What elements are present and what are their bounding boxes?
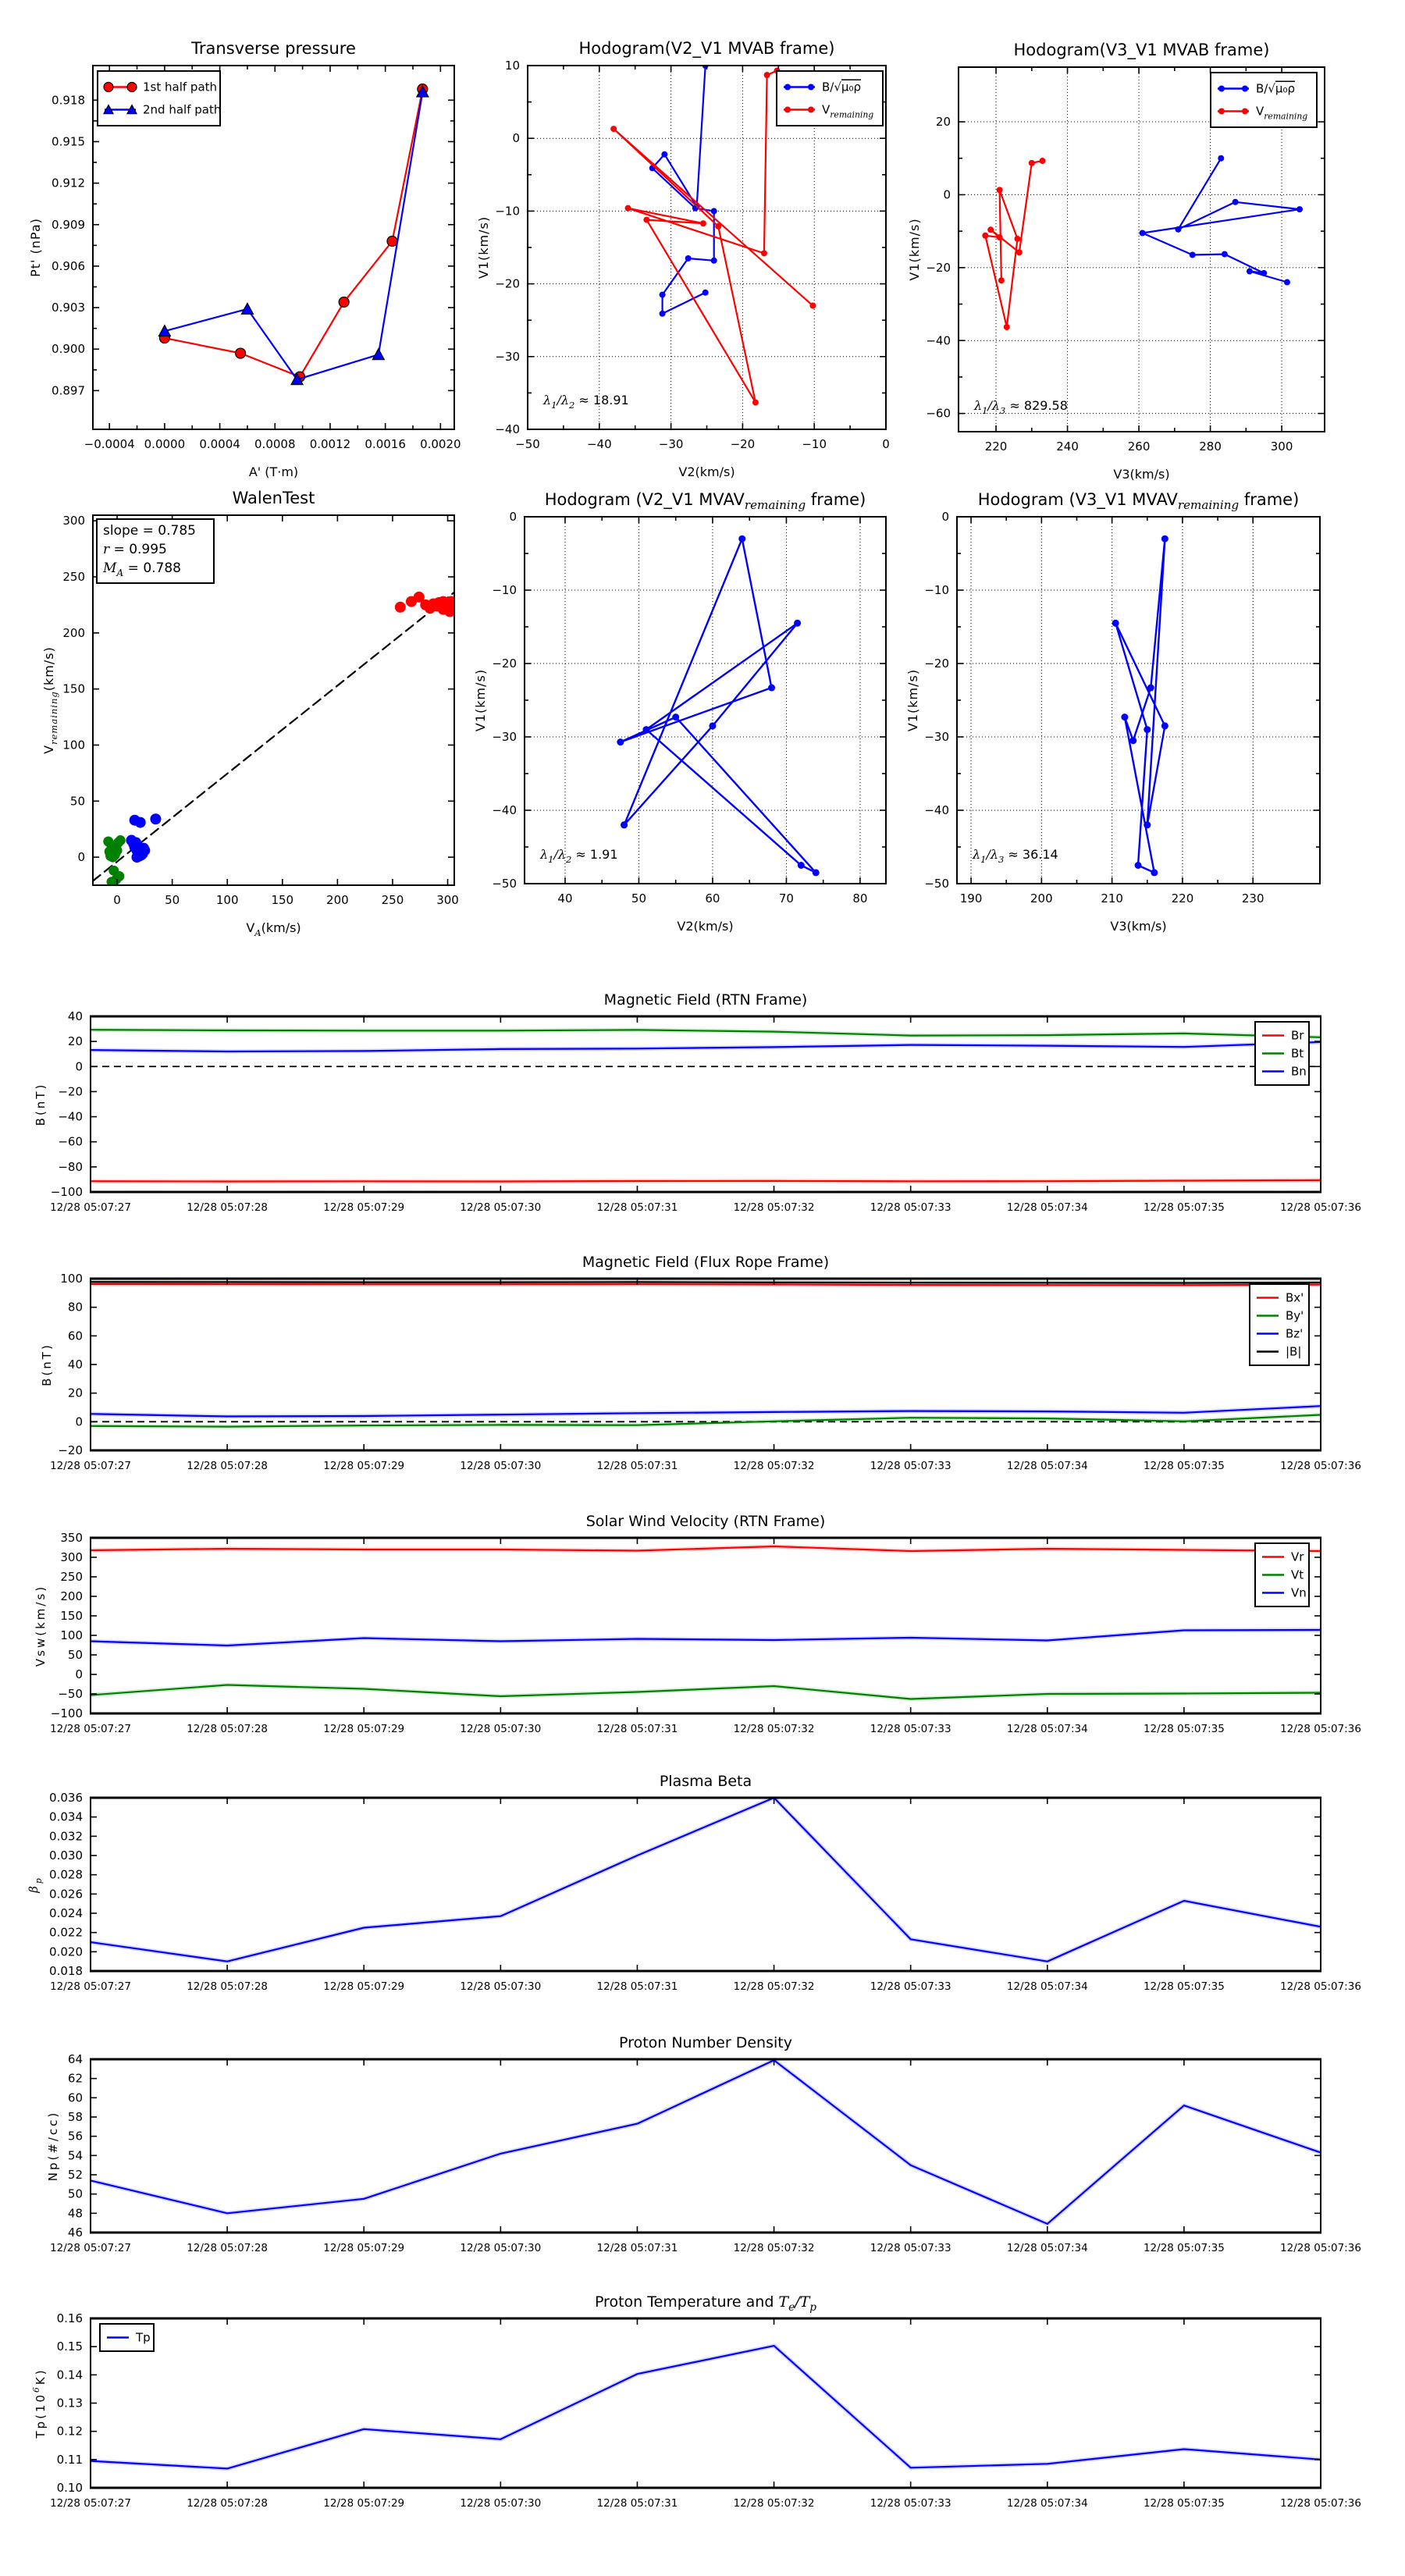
svg-text:|B|: |B| <box>1286 1344 1302 1359</box>
svg-text:Vt: Vt <box>1291 1567 1304 1582</box>
ticks <box>525 517 886 884</box>
svg-text:Tp(106K): $Tp(10^6K)$ <box>31 2368 48 2439</box>
chart-plasma-beta <box>27 1773 1361 1993</box>
svg-text:0.024: 0.024 <box>49 1906 83 1920</box>
svg-text:12/28 05:07:32: 12/28 05:07:32 <box>733 1201 815 1214</box>
svg-text:280: 280 <box>1199 439 1222 454</box>
proton-temperature-legend <box>100 2324 154 2351</box>
svg-text:150: 150 <box>60 1609 83 1623</box>
svg-text:62: 62 <box>67 2071 83 2086</box>
ticks <box>91 1016 1321 1192</box>
svg-text:0.909: 0.909 <box>52 217 85 232</box>
mag-field-rtn-legend <box>1255 1022 1309 1085</box>
chart-hodogram-v2v1-mvab <box>476 39 890 479</box>
svg-text:λ1/λ2 ≈ 1.91: $\lambda_1/\lambda_2 \approx 1.91$ <box>540 847 618 865</box>
svg-text:0.0000: 0.0000 <box>144 437 186 451</box>
svg-text:Magnetic Field (RTN Frame): Magnetic Field (RTN Frame) <box>603 991 808 1009</box>
svg-text:−20: −20 <box>926 260 951 275</box>
svg-text:12/28 05:07:33: 12/28 05:07:33 <box>870 1460 951 1472</box>
svg-text:12/28 05:07:35: 12/28 05:07:35 <box>1143 1723 1225 1735</box>
series-|B| <box>91 1282 1321 1283</box>
svg-text:Bz': Bz' <box>1286 1326 1304 1341</box>
svg-text:B/√μ₀ρ: B/√μ₀ρ <box>1256 81 1295 96</box>
svg-text:54: 54 <box>67 2148 83 2163</box>
svg-text:0.16: 0.16 <box>56 2311 83 2325</box>
svg-text:−40: −40 <box>58 1109 83 1124</box>
svg-text:12/28 05:07:36: 12/28 05:07:36 <box>1280 2242 1361 2254</box>
svg-text:58: 58 <box>67 2110 83 2124</box>
svg-text:70: 70 <box>778 891 794 906</box>
svg-text:12/28 05:07:34: 12/28 05:07:34 <box>1006 1460 1088 1472</box>
svg-text:B(nT): B(nT) <box>34 1082 48 1126</box>
svg-text:−60: −60 <box>58 1134 83 1149</box>
svg-text:12/28 05:07:34: 12/28 05:07:34 <box>1006 1980 1088 1993</box>
svg-text:12/28 05:07:29: 12/28 05:07:29 <box>323 2242 405 2254</box>
svg-text:12/28 05:07:29: 12/28 05:07:29 <box>323 1201 405 1214</box>
svg-text:0.915: 0.915 <box>52 134 85 149</box>
series-layer <box>158 84 428 385</box>
svg-text:Bn: Bn <box>1291 1064 1307 1079</box>
svg-text:0.026: 0.026 <box>49 1887 83 1902</box>
svg-text:Solar Wind Velocity (RTN Frame: Solar Wind Velocity (RTN Frame) <box>585 1513 826 1530</box>
svg-text:−20: −20 <box>492 656 517 671</box>
svg-text:52: 52 <box>67 2168 83 2182</box>
svg-text:12/28 05:07:34: 12/28 05:07:34 <box>1006 2242 1088 2254</box>
svg-text:0.912: 0.912 <box>52 176 85 190</box>
svg-text:0.036: 0.036 <box>49 1791 83 1805</box>
svg-text:80: 80 <box>67 1300 83 1315</box>
svg-text:12/28 05:07:31: 12/28 05:07:31 <box>596 2242 678 2254</box>
svg-text:240: 240 <box>1056 439 1079 454</box>
svg-text:−20: −20 <box>58 1084 83 1099</box>
svg-text:V2(km/s): V2(km/s) <box>678 464 735 479</box>
mag-field-flux-rope-legend <box>1250 1284 1309 1365</box>
svg-text:12/28 05:07:36: 12/28 05:07:36 <box>1280 1723 1361 1735</box>
svg-text:260: 260 <box>1127 439 1151 454</box>
series-layer <box>91 2346 1321 2468</box>
svg-text:12/28 05:07:27: 12/28 05:07:27 <box>50 1460 131 1472</box>
hodogram-v3v1-mvab-legend <box>1211 73 1317 127</box>
svg-text:λ1/λ3 ≈ 829.58: $\lambda_1/\lambda_3 \approx 829.58$ <box>974 398 1068 416</box>
svg-text:350: 350 <box>60 1531 83 1545</box>
svg-text:Proton Number Density: Proton Number Density <box>619 2034 792 2051</box>
svg-text:0.022: 0.022 <box>49 1925 83 1940</box>
svg-text:12/28 05:07:35: 12/28 05:07:35 <box>1143 1460 1225 1472</box>
svg-text:12/28 05:07:30: 12/28 05:07:30 <box>460 1980 542 1993</box>
svg-text:−20: −20 <box>58 1443 83 1457</box>
series-layer <box>617 535 819 877</box>
svg-text:20: 20 <box>67 1386 83 1400</box>
svg-text:r = 0.995: r = 0.995 <box>103 542 167 557</box>
svg-text:0: 0 <box>77 850 85 865</box>
svg-text:12/28 05:07:27: 12/28 05:07:27 <box>50 1980 131 1993</box>
svg-text:0.020: 0.020 <box>49 1944 83 1959</box>
svg-text:12/28 05:07:36: 12/28 05:07:36 <box>1280 2497 1361 2510</box>
ticks <box>91 2318 1321 2488</box>
svg-text:0: 0 <box>75 1059 83 1074</box>
chart-hodogram-v3v1-mvab <box>907 41 1325 482</box>
svg-text:12/28 05:07:35: 12/28 05:07:35 <box>1143 2497 1225 2510</box>
svg-text:12/28 05:07:36: 12/28 05:07:36 <box>1280 1201 1361 1214</box>
svg-text:V1(km/s): V1(km/s) <box>907 218 922 281</box>
svg-text:V3(km/s): V3(km/s) <box>1110 919 1167 934</box>
svg-text:−40: −40 <box>586 437 612 451</box>
svg-text:WalenTest: WalenTest <box>232 489 315 507</box>
svg-text:12/28 05:07:32: 12/28 05:07:32 <box>733 2497 815 2510</box>
series-layer <box>1112 535 1168 877</box>
svg-text:50: 50 <box>67 1648 83 1662</box>
chart-hodogram-v3v1-mvav <box>905 490 1321 934</box>
chart-walen-test <box>41 489 459 938</box>
svg-text:12/28 05:07:32: 12/28 05:07:32 <box>733 1980 815 1993</box>
svg-text:−50: −50 <box>58 1687 83 1701</box>
svg-text:20: 20 <box>67 1034 83 1049</box>
svg-text:12/28 05:07:32: 12/28 05:07:32 <box>733 2242 815 2254</box>
svg-text:V1(km/s): V1(km/s) <box>905 668 920 732</box>
svg-text:10: 10 <box>504 59 520 73</box>
svg-text:50: 50 <box>69 794 85 809</box>
svg-text:V1(km/s): V1(km/s) <box>473 668 488 732</box>
svg-text:12/28 05:07:30: 12/28 05:07:30 <box>460 1201 542 1214</box>
svg-text:−30: −30 <box>658 437 684 451</box>
svg-text:12/28 05:07:29: 12/28 05:07:29 <box>323 1460 405 1472</box>
svg-text:0.0012: 0.0012 <box>309 437 351 451</box>
svg-text:βp: $\beta_p$ <box>27 1876 44 1893</box>
svg-text:100: 100 <box>215 893 239 907</box>
svg-text:Vn: Vn <box>1291 1585 1307 1600</box>
svg-text:−50: −50 <box>515 437 540 451</box>
svg-text:Vremaining: $V_{remaining}$ <box>1256 104 1308 122</box>
svg-text:12/28 05:07:27: 12/28 05:07:27 <box>50 2497 131 2510</box>
svg-text:Transverse pressure: Transverse pressure <box>191 39 356 58</box>
series-Tp <box>91 2346 1321 2468</box>
svg-text:−10: −10 <box>802 437 827 451</box>
svg-text:MA = 0.788: $M_A = 0.788$ <box>103 560 181 578</box>
svg-text:12/28 05:07:29: 12/28 05:07:29 <box>323 1980 405 1993</box>
svg-text:Magnetic Field (Flux Rope Fram: Magnetic Field (Flux Rope Frame) <box>582 1254 830 1271</box>
stats-box <box>97 519 214 583</box>
svg-text:12/28 05:07:34: 12/28 05:07:34 <box>1006 1723 1088 1735</box>
svg-text:−80: −80 <box>58 1159 83 1174</box>
series-Np <box>91 2060 1321 2224</box>
svg-text:12/28 05:07:34: 12/28 05:07:34 <box>1006 2497 1088 2510</box>
svg-text:B(nT): B(nT) <box>40 1343 54 1386</box>
svg-text:Pt' (nPa): Pt' (nPa) <box>28 218 43 277</box>
svg-text:100: 100 <box>62 738 85 753</box>
svg-text:64: 64 <box>67 2052 83 2066</box>
svg-text:12/28 05:07:28: 12/28 05:07:28 <box>187 2497 269 2510</box>
svg-text:50: 50 <box>631 891 647 906</box>
svg-text:12/28 05:07:27: 12/28 05:07:27 <box>50 1723 131 1735</box>
svg-text:−40: −40 <box>492 803 517 817</box>
svg-text:0.034: 0.034 <box>49 1809 83 1824</box>
svg-text:300: 300 <box>436 893 459 907</box>
svg-text:12/28 05:07:31: 12/28 05:07:31 <box>596 1980 678 1993</box>
svg-text:12/28 05:07:32: 12/28 05:07:32 <box>733 1723 815 1735</box>
svg-text:−10: −10 <box>492 583 517 597</box>
svg-text:Hodogram(V3_V1 MVAB frame): Hodogram(V3_V1 MVAB frame) <box>1013 41 1270 59</box>
series-layer <box>91 1282 1321 1426</box>
svg-text:0.032: 0.032 <box>49 1829 83 1844</box>
svg-text:VA(km/s): $V_A(km/s)$ <box>246 920 301 938</box>
svg-text:60: 60 <box>67 1329 83 1343</box>
svg-text:0: 0 <box>75 1414 83 1429</box>
svg-text:0: 0 <box>943 187 951 202</box>
series-fit <box>93 592 454 881</box>
svg-text:12/28 05:07:28: 12/28 05:07:28 <box>187 1980 269 1993</box>
svg-text:300: 300 <box>60 1550 83 1564</box>
svg-text:Hodogram (V3_V1 MVAVremaining: Hodogram (V3_V1 $MVAV_{remaining}$ frame) <box>977 490 1300 512</box>
svg-text:300: 300 <box>62 514 85 528</box>
svg-text:40: 40 <box>67 1009 83 1023</box>
svg-text:Vr: Vr <box>1291 1550 1304 1564</box>
svg-text:12/28 05:07:30: 12/28 05:07:30 <box>460 2497 542 2510</box>
svg-text:0: 0 <box>941 510 949 524</box>
hodogram-v2v1-mvab-legend <box>777 71 883 126</box>
svg-text:56: 56 <box>67 2129 83 2144</box>
chart-hodogram-v2v1-mvav <box>473 490 887 934</box>
svg-text:12/28 05:07:35: 12/28 05:07:35 <box>1143 1980 1225 1993</box>
svg-text:Proton Temperature and Te/Tp: Proton Temperature and $T_e/T_p$ <box>594 2293 817 2314</box>
svg-text:0.12: 0.12 <box>56 2424 83 2439</box>
svg-text:12/28 05:07:36: 12/28 05:07:36 <box>1280 1980 1361 1993</box>
svg-text:0: 0 <box>512 131 520 146</box>
svg-text:12/28 05:07:32: 12/28 05:07:32 <box>733 1460 815 1472</box>
transverse-pressure-legend <box>98 71 221 126</box>
svg-text:200: 200 <box>1030 891 1053 906</box>
svg-text:12/28 05:07:28: 12/28 05:07:28 <box>187 1723 269 1735</box>
svg-text:A' (T·m): A' (T·m) <box>248 464 299 479</box>
svg-text:60: 60 <box>705 891 720 906</box>
svg-text:−20: −20 <box>730 437 756 451</box>
series-layer <box>91 2060 1321 2224</box>
svg-text:250: 250 <box>60 1570 83 1584</box>
chart-solar-wind-velocity <box>34 1513 1361 1735</box>
svg-text:12/28 05:07:27: 12/28 05:07:27 <box>50 1201 131 1214</box>
svg-text:−0.0004: −0.0004 <box>84 437 135 451</box>
svg-text:Vremaining: $V_{remaining}$ <box>822 102 874 120</box>
svg-text:Hodogram (V2_V1 MVAVremaining: Hodogram (V2_V1 $MVAV_{remaining}$ frame) <box>544 490 866 512</box>
svg-text:40: 40 <box>557 891 573 906</box>
svg-text:12/28 05:07:30: 12/28 05:07:30 <box>460 2242 542 2254</box>
svg-text:0.0004: 0.0004 <box>199 437 240 451</box>
svg-text:0.15: 0.15 <box>56 2339 83 2354</box>
svg-text:0.028: 0.028 <box>49 1867 83 1882</box>
svg-text:Br: Br <box>1291 1028 1304 1043</box>
series-beta_p <box>91 1798 1321 1962</box>
svg-text:12/28 05:07:27: 12/28 05:07:27 <box>50 2242 131 2254</box>
svg-text:200: 200 <box>62 625 85 640</box>
svg-text:80: 80 <box>852 891 868 906</box>
svg-text:−100: −100 <box>50 1185 83 1199</box>
svg-text:12/28 05:07:35: 12/28 05:07:35 <box>1143 1201 1225 1214</box>
solar-wind-velocity-legend <box>1255 1543 1309 1606</box>
svg-text:−20: −20 <box>924 656 949 671</box>
svg-text:0.0016: 0.0016 <box>365 437 406 451</box>
svg-text:200: 200 <box>60 1589 83 1603</box>
svg-text:Bx': Bx' <box>1286 1290 1304 1305</box>
svg-text:230: 230 <box>1241 891 1264 906</box>
svg-text:150: 150 <box>62 681 85 696</box>
svg-text:V3(km/s): V3(km/s) <box>1113 467 1170 482</box>
svg-text:−50: −50 <box>492 877 517 891</box>
series-B/sqrt(mu0 rho) <box>1143 158 1300 283</box>
svg-text:0.14: 0.14 <box>56 2368 83 2382</box>
svg-text:20: 20 <box>935 115 951 130</box>
chart-mag-field-rtn <box>34 991 1361 1214</box>
svg-text:Vsw(km/s): Vsw(km/s) <box>34 1584 48 1667</box>
svg-text:By': By' <box>1286 1308 1304 1323</box>
svg-text:210: 210 <box>1101 891 1123 906</box>
svg-text:0.903: 0.903 <box>52 301 85 315</box>
svg-text:−60: −60 <box>926 406 951 421</box>
svg-text:−40: −40 <box>495 422 520 436</box>
svg-text:0.0020: 0.0020 <box>420 437 461 451</box>
svg-text:12/28 05:07:31: 12/28 05:07:31 <box>596 1201 678 1214</box>
svg-text:0.11: 0.11 <box>56 2452 83 2467</box>
svg-text:100: 100 <box>60 1628 83 1642</box>
svg-text:12/28 05:07:31: 12/28 05:07:31 <box>596 1460 678 1472</box>
series-layer <box>91 1030 1321 1181</box>
svg-text:0.906: 0.906 <box>52 258 85 273</box>
series-1st half path <box>165 89 423 377</box>
svg-text:0.900: 0.900 <box>52 342 85 357</box>
svg-text:50: 50 <box>67 2186 83 2201</box>
svg-text:300: 300 <box>1270 439 1293 454</box>
series-2nd half path <box>165 92 423 380</box>
svg-text:220: 220 <box>1171 891 1194 906</box>
series-layer <box>93 592 457 887</box>
svg-text:0.918: 0.918 <box>52 93 85 108</box>
svg-text:12/28 05:07:34: 12/28 05:07:34 <box>1006 1201 1088 1214</box>
svg-text:40: 40 <box>67 1357 83 1372</box>
svg-text:190: 190 <box>959 891 983 906</box>
series-layer <box>91 1546 1321 1699</box>
svg-text:1st half path: 1st half path <box>143 80 218 94</box>
svg-text:12/28 05:07:33: 12/28 05:07:33 <box>870 1201 951 1214</box>
svg-text:−10: −10 <box>495 204 520 219</box>
svg-text:12/28 05:07:36: 12/28 05:07:36 <box>1280 1460 1361 1472</box>
svg-text:12/28 05:07:29: 12/28 05:07:29 <box>323 1723 405 1735</box>
svg-text:60: 60 <box>67 2090 83 2105</box>
svg-text:0: 0 <box>509 510 517 524</box>
svg-text:46: 46 <box>67 2226 83 2240</box>
svg-text:V1(km/s): V1(km/s) <box>476 215 491 279</box>
svg-text:λ1/λ2 ≈ 18.91: $\lambda_1/\lambda_2 \approx 18.91$ <box>543 393 629 411</box>
ticks <box>91 1798 1321 1971</box>
svg-text:220: 220 <box>984 439 1008 454</box>
svg-text:V2(km/s): V2(km/s) <box>677 919 734 934</box>
svg-text:−10: −10 <box>924 583 949 597</box>
svg-text:200: 200 <box>326 893 349 907</box>
svg-text:B/√μ₀ρ: B/√μ₀ρ <box>822 80 861 94</box>
svg-text:12/28 05:07:30: 12/28 05:07:30 <box>460 1460 542 1472</box>
svg-text:0.10: 0.10 <box>56 2481 83 2495</box>
svg-text:−30: −30 <box>492 730 517 744</box>
chart-proton-temperature <box>31 2293 1361 2510</box>
svg-text:12/28 05:07:33: 12/28 05:07:33 <box>870 1723 951 1735</box>
svg-text:12/28 05:07:30: 12/28 05:07:30 <box>460 1723 542 1735</box>
series-V path <box>1115 539 1165 873</box>
svg-text:0.018: 0.018 <box>49 1964 83 1978</box>
svg-text:−100: −100 <box>50 1706 83 1720</box>
svg-text:12/28 05:07:33: 12/28 05:07:33 <box>870 1980 951 1993</box>
svg-text:−40: −40 <box>924 803 949 817</box>
svg-text:−50: −50 <box>924 877 949 891</box>
svg-text:Hodogram(V2_V1 MVAB frame): Hodogram(V2_V1 MVAB frame) <box>578 39 835 58</box>
svg-text:Plasma Beta: Plasma Beta <box>659 1773 752 1790</box>
chart-transverse-pressure <box>28 39 461 479</box>
svg-text:−30: −30 <box>495 349 520 364</box>
svg-text:−20: −20 <box>495 276 520 291</box>
svg-text:slope = 0.785: slope = 0.785 <box>103 523 196 539</box>
svg-text:250: 250 <box>62 570 85 584</box>
svg-text:0.0008: 0.0008 <box>254 437 296 451</box>
svg-text:Tp: Tp <box>136 2330 151 2345</box>
svg-text:100: 100 <box>60 1272 83 1286</box>
svg-text:50: 50 <box>165 893 180 907</box>
svg-text:2nd half path: 2nd half path <box>143 102 222 117</box>
chart-proton-number-density <box>46 2034 1361 2254</box>
svg-text:Vremaining(km/s): $V_{remaining}(km/s)$ <box>41 646 59 754</box>
svg-text:250: 250 <box>381 893 404 907</box>
svg-text:0.897: 0.897 <box>52 383 85 398</box>
svg-text:12/28 05:07:28: 12/28 05:07:28 <box>187 1460 269 1472</box>
svg-text:−40: −40 <box>926 333 951 348</box>
svg-text:Bt: Bt <box>1291 1046 1304 1061</box>
svg-text:12/28 05:07:29: 12/28 05:07:29 <box>323 2497 405 2510</box>
svg-text:λ1/λ3 ≈ 36.14: $\lambda_1/\lambda_3 \approx 36.14$ <box>973 847 1058 865</box>
svg-text:12/28 05:07:35: 12/28 05:07:35 <box>1143 2242 1225 2254</box>
svg-text:12/28 05:07:31: 12/28 05:07:31 <box>596 1723 678 1735</box>
series-layer <box>982 155 1303 330</box>
svg-text:150: 150 <box>271 893 294 907</box>
svg-text:12/28 05:07:31: 12/28 05:07:31 <box>596 2497 678 2510</box>
svg-text:12/28 05:07:33: 12/28 05:07:33 <box>870 2497 951 2510</box>
svg-text:0.030: 0.030 <box>49 1848 83 1863</box>
svg-text:0.13: 0.13 <box>56 2396 83 2411</box>
series-V remaining <box>985 161 1042 327</box>
svg-text:0: 0 <box>113 893 121 907</box>
svg-text:0: 0 <box>882 437 890 451</box>
svg-text:12/28 05:07:33: 12/28 05:07:33 <box>870 2242 951 2254</box>
svg-text:−30: −30 <box>924 730 949 744</box>
chart-mag-field-flux-rope <box>40 1254 1361 1472</box>
svg-text:0: 0 <box>75 1667 83 1681</box>
grid <box>525 517 886 884</box>
series-layer <box>91 1798 1321 1962</box>
svg-text:48: 48 <box>67 2206 83 2221</box>
svg-text:12/28 05:07:28: 12/28 05:07:28 <box>187 1201 269 1214</box>
svg-text:Np(#/cc): Np(#/cc) <box>46 2110 60 2182</box>
svg-text:12/28 05:07:28: 12/28 05:07:28 <box>187 2242 269 2254</box>
